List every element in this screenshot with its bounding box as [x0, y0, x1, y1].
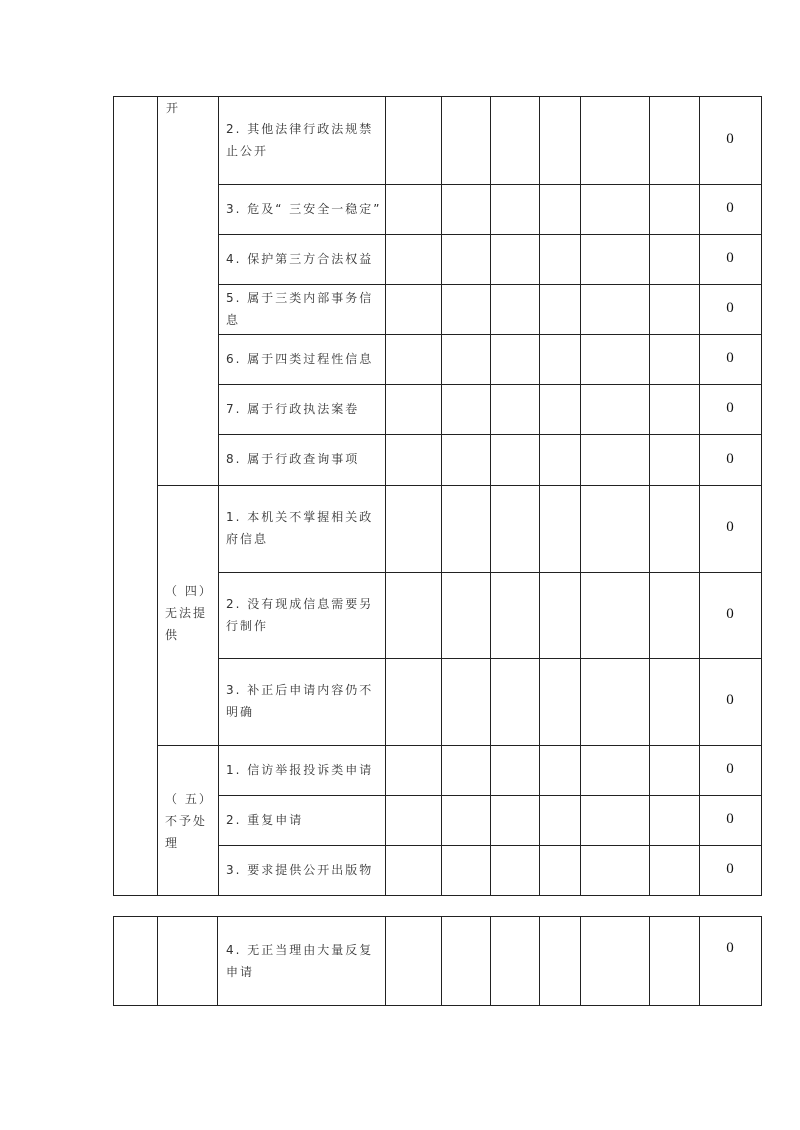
row-total-value: 0 — [726, 811, 734, 827]
col-divider — [218, 96, 219, 896]
row-total-value: 0 — [726, 300, 734, 316]
col-divider — [649, 916, 650, 1006]
row-item-label: 6. 属于四类过程性信息 — [226, 352, 374, 366]
row-divider — [218, 658, 762, 659]
row-item-label: 4. 保护第三方合法权益 — [226, 252, 374, 266]
row-total-value: 0 — [726, 861, 734, 877]
col-divider — [441, 916, 442, 1006]
row-total-value: 0 — [726, 131, 734, 147]
row-item-label: 2. 重复申请 — [226, 813, 304, 827]
group-divider — [157, 745, 762, 746]
row-item-label: 1. 本机关不掌握相关政府信息 — [226, 510, 374, 546]
row-item-label: 8. 属于行政查询事项 — [226, 452, 360, 466]
row-total-value: 0 — [726, 451, 734, 467]
row-divider — [218, 434, 762, 435]
row-divider — [218, 334, 762, 335]
col-divider — [157, 916, 158, 1006]
row-total-value: 0 — [726, 400, 734, 416]
row-item-label: 1. 信访举报投诉类申请 — [226, 763, 374, 777]
row-divider — [218, 572, 762, 573]
col-divider — [699, 916, 700, 1006]
col-divider — [385, 916, 386, 1006]
col-divider — [539, 916, 540, 1006]
group-label-carryover: 开 — [166, 101, 181, 115]
col-divider — [539, 96, 540, 896]
col-divider — [441, 96, 442, 896]
row-total-value: 0 — [726, 350, 734, 366]
row-item-label: 2. 其他法律行政法规禁止公开 — [226, 122, 374, 158]
col-divider — [490, 916, 491, 1006]
data-table-2 — [113, 916, 762, 1006]
row-item-label: 2. 没有现成信息需要另行制作 — [226, 597, 374, 633]
row-total-value: 0 — [726, 519, 734, 535]
group-divider — [157, 485, 762, 486]
row-divider — [218, 845, 762, 846]
row-item-label: 3. 要求提供公开出版物 — [226, 863, 374, 877]
row-divider — [218, 234, 762, 235]
row-item-label: 4. 无正当理由大量反复申请 — [226, 943, 374, 979]
row-total-value: 0 — [726, 250, 734, 266]
col-divider — [490, 96, 491, 896]
row-divider — [218, 795, 762, 796]
row-total-value: 0 — [726, 761, 734, 777]
row-divider — [218, 284, 762, 285]
row-divider — [218, 384, 762, 385]
col-divider — [649, 96, 650, 896]
col-divider — [157, 96, 158, 896]
col-divider — [580, 96, 581, 896]
row-item-label: 3. 危及“ 三安全一稳定” — [226, 202, 382, 216]
col-divider — [217, 916, 218, 1006]
row-item-label: 7. 属于行政执法案卷 — [226, 402, 360, 416]
row-total-value: 0 — [726, 940, 734, 956]
data-table-1 — [113, 96, 762, 896]
group-label-not-processed: （ 五）不予处理 — [165, 792, 208, 850]
row-item-label: 3. 补正后申请内容仍不明确 — [226, 683, 374, 719]
row-item-label: 5. 属于三类内部事务信息 — [226, 291, 374, 327]
row-total-value: 0 — [726, 606, 734, 622]
col-divider — [580, 916, 581, 1006]
group-label-cannot-provide: （ 四）无法提供 — [165, 584, 208, 642]
row-total-value: 0 — [726, 692, 734, 708]
row-total-value: 0 — [726, 200, 734, 216]
row-divider — [218, 184, 762, 185]
